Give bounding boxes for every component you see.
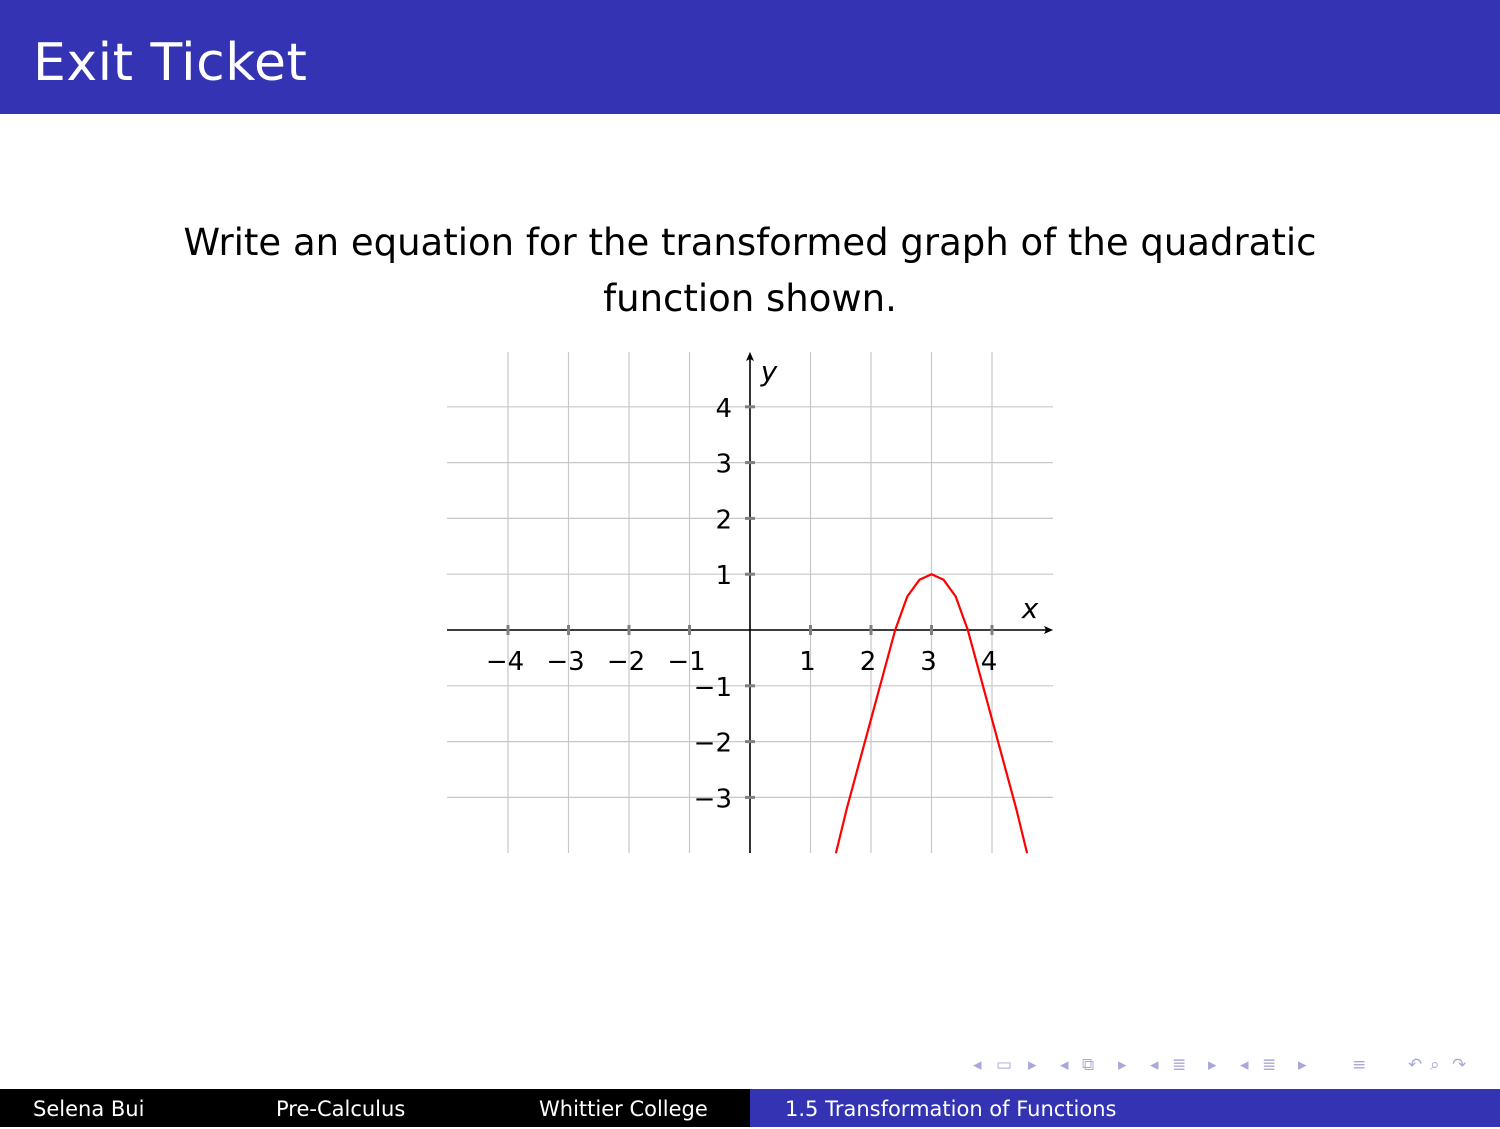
x-tick-label: −3 [546,647,584,677]
x-tick-label: −1 [667,647,705,677]
y-tick-label: 3 [715,450,732,480]
x-tick-label: 1 [799,647,816,677]
frame-icon[interactable]: ▭ [996,1055,1012,1075]
footer-section: 1.5 Transformation of Functions [785,1089,1116,1129]
section-icon[interactable]: ≣ [1262,1055,1276,1075]
left-arrow-icon[interactable]: ◂ [973,1055,982,1075]
footer-author: Selena Bui [33,1089,144,1127]
slide-title: Exit Ticket [33,30,307,96]
x-tick-label: 2 [860,647,877,677]
search-icon[interactable]: ⌕ [1430,1055,1440,1075]
left-arrow-icon[interactable]: ◂ [1150,1055,1159,1075]
x-tick-label: −2 [607,647,645,677]
section-icon[interactable]: ≣ [1172,1055,1186,1075]
undo-icon[interactable]: ↶ [1408,1055,1422,1075]
right-arrow-icon[interactable]: ▸ [1298,1055,1307,1075]
beamer-navigation [968,1052,1498,1082]
footer-section-cell [750,1089,1500,1127]
left-arrow-icon[interactable]: ◂ [1060,1055,1069,1075]
y-axis-label: y [760,355,778,388]
y-tick-label: −2 [694,729,732,759]
y-tick-label: −3 [694,784,732,814]
redo-icon[interactable]: ↷ [1452,1055,1466,1075]
tick-labels [486,394,997,815]
y-tick-label: 2 [715,505,732,535]
right-arrow-icon[interactable]: ▸ [1028,1055,1037,1075]
align-icon[interactable]: ≡ [1352,1055,1366,1075]
subsection-icon[interactable]: ⧉ [1082,1055,1094,1075]
x-tick-label: −4 [486,647,524,677]
right-arrow-icon[interactable]: ▸ [1208,1055,1217,1075]
footer-institution: Whittier College [539,1089,708,1127]
right-arrow-icon[interactable]: ▸ [1118,1055,1127,1075]
x-tick-label: 3 [920,647,937,677]
left-arrow-icon[interactable]: ◂ [1240,1055,1249,1075]
axes [447,352,1053,853]
y-tick-label: −1 [694,673,732,703]
footer-bar [0,1089,1500,1127]
prompt-line-1: Write an equation for the transformed graph of the quadratic [0,215,1500,271]
y-tick-label: 4 [715,394,732,424]
footer-course: Pre-Calculus [276,1089,405,1127]
y-tick-label: 1 [715,561,732,591]
x-axis-label: x [1021,592,1039,625]
prompt-line-2: function shown. [0,271,1500,327]
x-tick-label: 4 [981,647,998,677]
